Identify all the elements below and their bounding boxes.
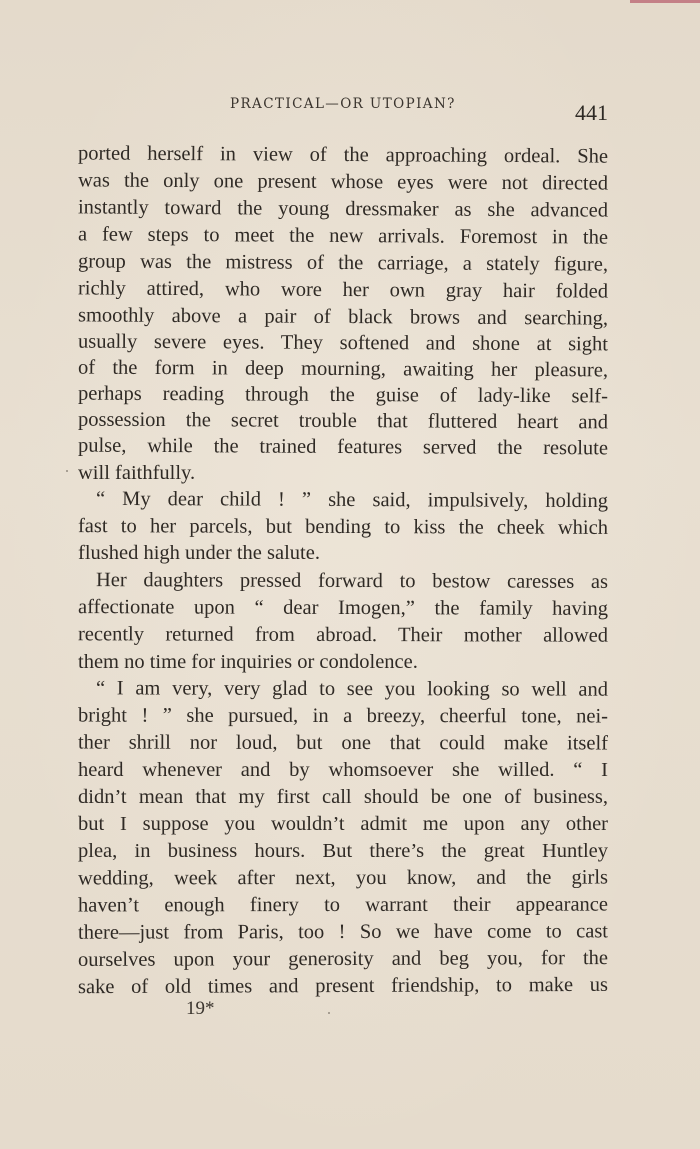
text-line: perhaps reading through the guise of lady-like self- [77,382,609,408]
text-line: heard whenever and by whomsoever she willed. “ I [78,759,608,781]
text-line: plea, in business hours. But there’s the great Huntley [78,840,608,862]
text-line: haven’t enough finery to warrant their appearance [77,893,609,917]
page-number: 441 [575,100,608,125]
text-line: richly attired, who wore her own gray hair folded [77,277,609,303]
text-line: was the only one present whose eyes were not directed [77,169,609,195]
text-line: ther shrill nor loud, but one that could make itself [77,731,609,755]
text-line: flushed high under the salute. [78,542,320,564]
text-line: “ I am very, very glad to see you looking so well and [95,677,609,701]
text-line: fast to her parcels, but bending to kiss the cheek which [77,515,609,539]
paper-speck [328,1012,330,1014]
text-line: possession the secret trouble that fluttered heart and [77,408,609,434]
text-line: but I suppose you wouldn’t admit me upon any other [78,813,608,835]
text-line: didn’t mean that my first call should be one of business, [78,786,608,808]
text-line: ported herself in view of the approaching ordeal. She [77,142,609,168]
running-title: PRACTICAL—OR UTOPIAN? [230,96,456,112]
text-line: usually severe eyes. They softened and shone at sight [77,330,609,356]
page-edge-mark [630,0,700,3]
text-line: sake of old times and present friendship, to make us [77,973,609,999]
text-line: them no time for inquiries or condolence. [78,651,418,673]
text-line: smoothly above a pair of black brows and searching, [77,304,609,330]
text-line: wedding, week after next, you know, and the girls [77,866,609,890]
text-line: instantly toward the young dressmaker as she advanced [77,196,609,222]
text-line: affectionate upon “ dear Imogen,” the family having [77,596,609,620]
text-line: group was the mistress of the carriage, a stately figure, [77,250,609,276]
text-line: there—just from Paris, too ! So we have come to cast [77,920,609,944]
text-line: ourselves upon your generosity and beg you, for the [77,947,609,971]
text-line: bright ! ” she pursued, in a breezy, cheerful tone, nei- [77,704,609,728]
paper-speck [66,470,68,472]
text-line: recently returned from abroad. Their mother allowed [77,623,609,647]
text-line: Her daughters pressed forward to bestow caresses as [95,569,609,593]
signature-mark: 19* [186,998,215,1019]
text-line: pulse, while the trained features served the resolute [77,434,609,460]
text-line: of the form in deep mourning, awaiting her pleasure, [77,356,609,382]
text-line: a few steps to meet the new arrivals. Foremost in the [77,223,609,249]
text-line: will faithfully. [78,462,196,484]
text-line: “ My dear child ! ” she said, impulsively, holding [95,487,609,513]
